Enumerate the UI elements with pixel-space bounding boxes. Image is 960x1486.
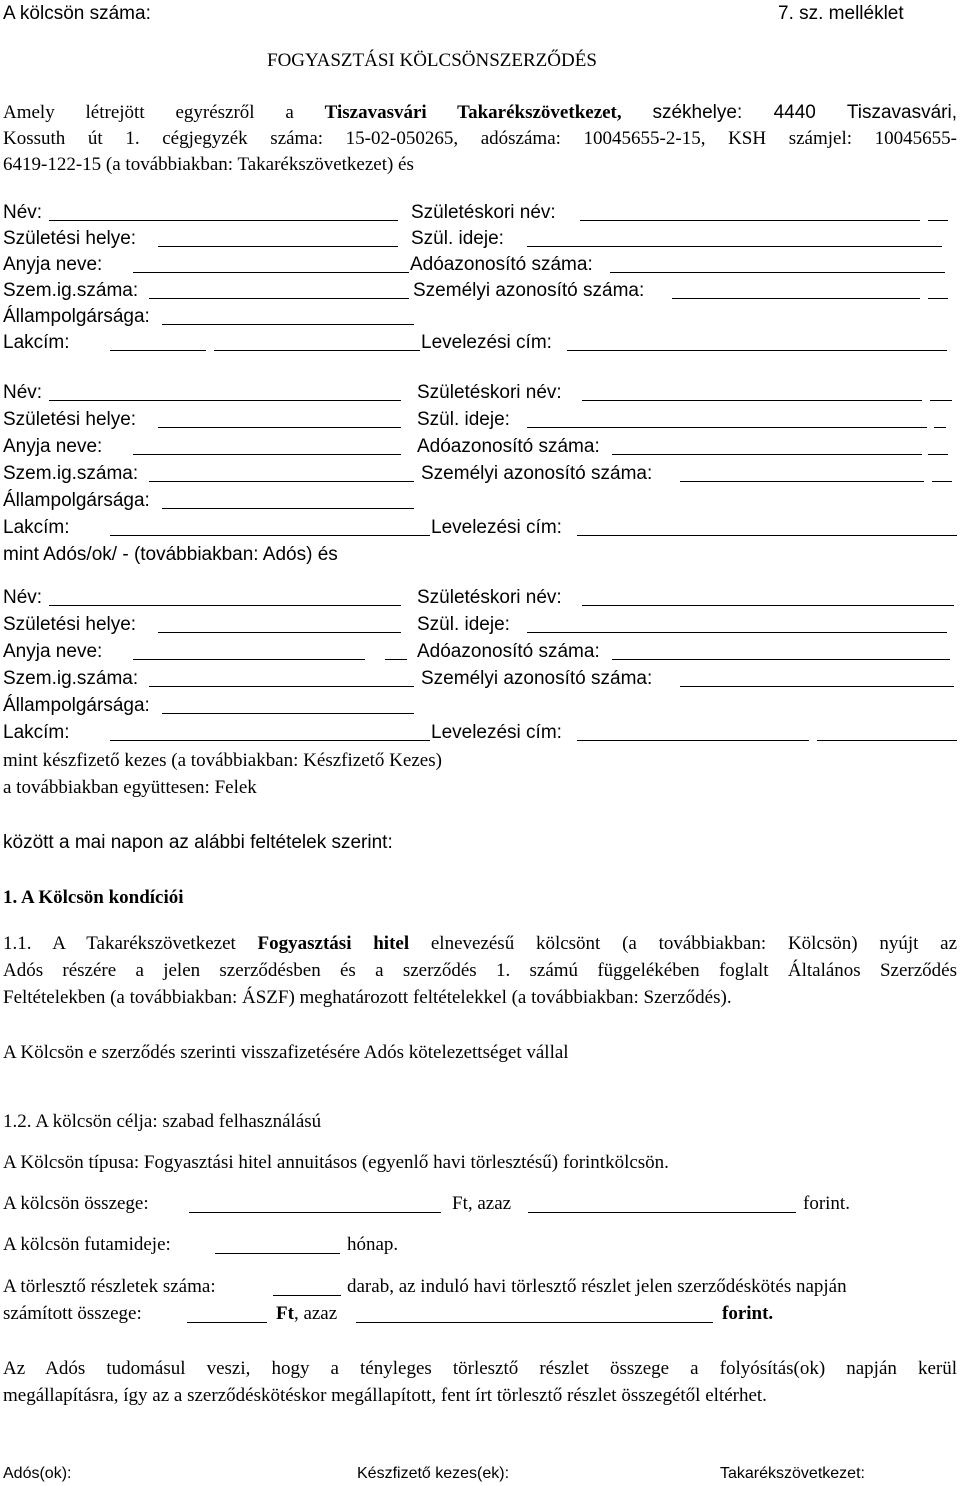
name-field[interactable]: [49, 220, 398, 221]
installments-text: darab, az induló havi törlesztő részlet jelen szerződéskötés napján: [347, 1276, 847, 1297]
birth-place-field[interactable]: [158, 632, 401, 633]
mail-address-field[interactable]: [567, 350, 947, 351]
birth-place-label: Születési helye:: [3, 614, 137, 635]
tax-id-field[interactable]: [612, 454, 922, 455]
id-card-field[interactable]: [149, 686, 414, 687]
field-extension: [817, 740, 957, 741]
paragraph-1-1-line-3: Feltételekben (a továbbiakban: ÁSZF) meghatározott feltételekkel (a továbbiakban: Szerződés).: [3, 987, 732, 1008]
tax-id-label: Adóazonosító száma:: [417, 641, 600, 662]
mother-name-label: Anyja neve:: [3, 436, 103, 457]
signature-guarantor: Készfizető kezes(ek):: [357, 1465, 510, 1482]
loan-amount-words-field[interactable]: [528, 1212, 796, 1213]
birth-place-field[interactable]: [158, 246, 398, 247]
loan-amount-forint: forint.: [803, 1193, 850, 1214]
paragraph-1-1-line-2: Adós részére a jelen szerződésben és a szerződés 1. számú függelékében foglalt Általános Szerződés: [3, 960, 957, 981]
birth-place-label: Születési helye:: [3, 409, 137, 430]
installments-field[interactable]: [273, 1295, 341, 1296]
address-field[interactable]: [110, 740, 430, 741]
loan-amount-label: A kölcsön összege:: [3, 1193, 149, 1214]
personal-id-field[interactable]: [680, 686, 954, 687]
personal-id-label: Személyi azonosító száma:: [421, 463, 653, 484]
birth-date-label: Szül. ideje:: [411, 228, 504, 249]
loan-amount-field[interactable]: [189, 1212, 441, 1213]
id-card-label: Szem.ig.száma:: [3, 463, 139, 484]
paragraph-1-1-line-1: 1.1. A Takarékszövetkezet Fogyasztási hitel elnevezésű kölcsönt (a továbbiakban: Kölcsön) nyújt az: [3, 933, 958, 954]
birth-date-label: Szül. ideje:: [417, 409, 510, 430]
mother-name-field[interactable]: [133, 659, 365, 660]
note-line-1: Az Adós tudomásul veszi, hogy a tényleges törlesztő részlet összege a folyósítás(ok) napján kerül: [3, 1358, 957, 1379]
address-label: Lakcím:: [3, 722, 70, 743]
id-card-field[interactable]: [149, 298, 409, 299]
section-heading: 1. A Kölcsön kondíciói: [3, 887, 184, 908]
intro-line-2: Kossuth út 1. cégjegyzék száma: 15-02-050265, adószáma: 10045655-2-15, KSH számjel: 10045655-: [3, 128, 957, 149]
name-field[interactable]: [49, 400, 401, 401]
citizenship-field[interactable]: [162, 324, 414, 325]
obligation-text: A Kölcsön e szerződés szerinti visszafizetésére Adós kötelezettséget vállal: [3, 1042, 569, 1063]
field-extension: [928, 454, 948, 455]
birth-place-field[interactable]: [158, 427, 401, 428]
personal-id-label: Személyi azonosító száma:: [413, 280, 645, 301]
field-extension: [930, 400, 952, 401]
address-field-2[interactable]: [214, 350, 420, 351]
mother-name-label: Anyja neve:: [3, 641, 103, 662]
field-extension: [385, 659, 407, 660]
calc-amount-ft: Ft, azaz: [276, 1303, 338, 1324]
loan-type-text: A Kölcsön típusa: Fogyasztási hitel annuitásos (egyenlő havi törlesztésű) forintkölcsön.: [3, 1152, 669, 1173]
document-title: FOGYASZTÁSI KÖLCSÖNSZERZŐDÉS: [267, 50, 597, 71]
calc-amount-forint: forint.: [722, 1303, 774, 1324]
mail-address-label: Levelezési cím:: [431, 517, 562, 538]
name-field[interactable]: [49, 605, 401, 606]
bank-name: Tiszavasvári Takarékszövetkezet,: [324, 102, 622, 123]
between-text: között a mai napon az alábbi feltételek szerint:: [3, 832, 393, 853]
field-extension: [928, 298, 948, 299]
signature-debtor: Adós(ok):: [3, 1465, 72, 1482]
birth-date-label: Szül. ideje:: [417, 614, 510, 635]
loan-term-unit: hónap.: [347, 1234, 399, 1255]
name-label: Név:: [3, 202, 43, 223]
mother-name-label: Anyja neve:: [3, 254, 103, 275]
personal-id-label: Személyi azonosító száma:: [421, 668, 653, 689]
citizenship-label: Állampolgársága:: [3, 306, 150, 327]
debtor-role: mint Adós/ok/ - (továbbiakban: Adós) és: [3, 544, 338, 565]
tax-id-field[interactable]: [610, 272, 945, 273]
birth-name-field[interactable]: [580, 220, 920, 221]
birth-name-label: Születéskori név:: [417, 587, 562, 608]
field-extension: [932, 481, 952, 482]
paragraph-1-2: 1.2. A kölcsön célja: szabad felhasználású: [3, 1111, 322, 1132]
birth-date-field[interactable]: [527, 632, 947, 633]
loan-term-label: A kölcsön futamideje:: [3, 1234, 171, 1255]
citizenship-field[interactable]: [162, 508, 414, 509]
intro-line-1: Amely létrejött egyrészről a Tiszavasvári Takarékszövetkezet, székhelye: 4440 Tiszavasvári,: [3, 102, 958, 123]
note-line-2: megállapításra, így az a szerződéskötéskor megállapított, fent írt törlesztő részlet összegétől eltérhet.: [3, 1385, 767, 1406]
parties-label: a továbbiakban együttesen: Felek: [3, 777, 257, 798]
field-extension: [928, 220, 948, 221]
personal-id-field[interactable]: [680, 481, 924, 482]
birth-name-label: Születéskori név:: [411, 202, 556, 223]
mother-name-field[interactable]: [133, 272, 409, 273]
product-name: Fogyasztási hitel: [257, 933, 410, 954]
address-field[interactable]: [110, 350, 206, 351]
name-label: Név:: [3, 382, 43, 403]
field-extension: [934, 427, 946, 428]
intro-line-3: 6419-122-15 (a továbbiakban: Takarékszövetkezet) és: [3, 154, 414, 175]
mail-address-label: Levelezési cím:: [421, 332, 552, 353]
id-card-label: Szem.ig.száma:: [3, 668, 139, 689]
tax-id-field[interactable]: [612, 659, 950, 660]
installments-label: A törlesztő részletek száma:: [3, 1276, 216, 1297]
birth-name-field[interactable]: [582, 400, 922, 401]
signature-bank: Takarékszövetkezet:: [720, 1465, 865, 1482]
mail-address-field[interactable]: [577, 740, 809, 741]
mail-address-field[interactable]: [577, 535, 957, 536]
calc-amount-label: számított összege:: [3, 1303, 142, 1324]
loan-amount-ft: Ft, azaz: [452, 1193, 512, 1214]
loan-term-field[interactable]: [215, 1253, 340, 1254]
id-card-label: Szem.ig.száma:: [3, 280, 139, 301]
mother-name-field[interactable]: [133, 454, 401, 455]
address-label: Lakcím:: [3, 332, 70, 353]
calc-amount-field[interactable]: [187, 1322, 267, 1323]
birth-name-label: Születéskori név:: [417, 382, 562, 403]
tax-id-label: Adóazonosító száma:: [417, 436, 600, 457]
calc-amount-words-field[interactable]: [356, 1322, 713, 1323]
birth-date-field[interactable]: [527, 427, 927, 428]
loan-number-label: A kölcsön száma:: [3, 3, 151, 24]
id-card-field[interactable]: [149, 481, 414, 482]
annex-label: 7. sz. melléklet: [778, 3, 904, 24]
citizenship-label: Állampolgársága:: [3, 695, 150, 716]
name-label: Név:: [3, 587, 43, 608]
guarantor-role: mint készfizető kezes (a továbbiakban: Készfizető Kezes): [3, 750, 442, 771]
address-field[interactable]: [110, 535, 430, 536]
citizenship-field[interactable]: [162, 713, 414, 714]
tax-id-label: Adóazonosító száma:: [410, 254, 593, 275]
birth-date-field[interactable]: [527, 246, 942, 247]
personal-id-field[interactable]: [672, 298, 920, 299]
birth-name-field[interactable]: [582, 605, 954, 606]
birth-place-label: Születési helye:: [3, 228, 137, 249]
mail-address-label: Levelezési cím:: [431, 722, 562, 743]
citizenship-label: Állampolgársága:: [3, 490, 150, 511]
address-label: Lakcím:: [3, 517, 70, 538]
